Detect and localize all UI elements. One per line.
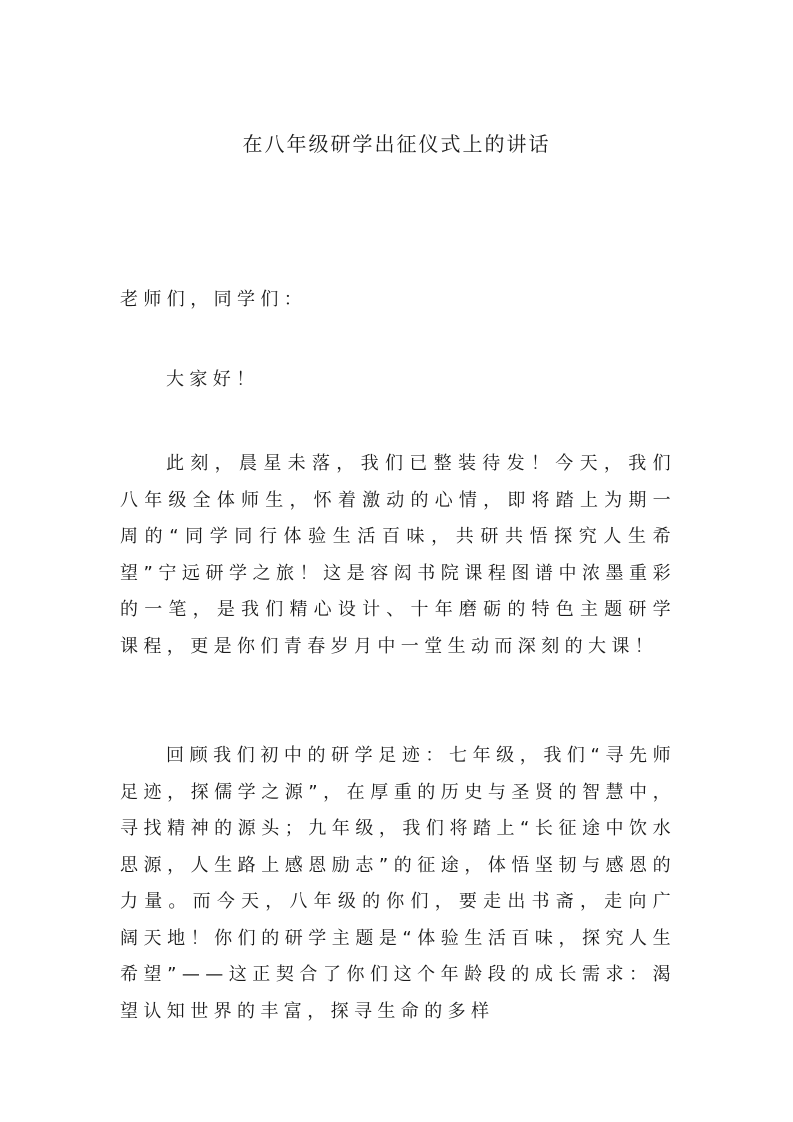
- document-title: 在八年级研学出征仪式上的讲话: [242, 132, 551, 156]
- salutation: 老师们，同学们：: [120, 289, 308, 310]
- paragraph: 回顾我们初中的研学足迹：七年级，我们“寻先师足迹，探儒学之源”，在厚重的历史与圣贤的智慧中，寻找精神的源头；九年级，我们将踏上“长征途中饮水思源，人生路上感恩励志”的征途，体悟坚韧与感恩的力量。而今天，八年级的你们，要走出书斋，走向广阔天地！你们的研学主题是“体验生活百味，探究人生希望”——这正契合了你们这个年龄段的成长需求：渴望认知世界的丰富，探寻生命的多样: [120, 745, 676, 1022]
- greeting: 大家好！: [166, 369, 260, 390]
- paragraph: 此刻，晨星未落，我们已整装待发！今天，我们八年级全体师生，怀着激动的心情，即将踏上为期一周的“同学同行体验生活百味，共研共悟探究人生希望”宁远研学之旅！这是容闳书院课程图谱中浓墨重彩的一笔，是我们精心设计、十年磨砺的特色主题研学课程，更是你们青春岁月中一堂生动而深刻的大课！: [120, 453, 676, 657]
